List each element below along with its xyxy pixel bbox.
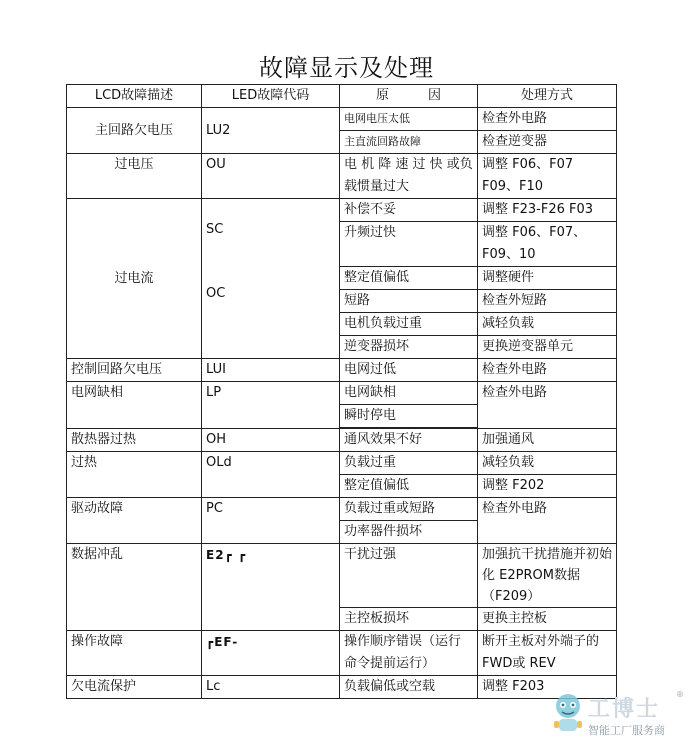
- cause-cell: 干扰过强: [340, 544, 478, 608]
- cause-cell: 短路: [340, 290, 478, 313]
- action-cell: 调整 F23-F26 F03: [478, 199, 617, 222]
- header-lcd: LCD故障描述: [67, 85, 202, 108]
- cause-cell: 升频过快: [340, 222, 478, 267]
- cause-cell: 补偿不妥: [340, 199, 478, 222]
- led-cell: LU2: [202, 108, 340, 154]
- table-row: [67, 631, 617, 676]
- action-cell: 更换逆变器单元: [478, 336, 617, 359]
- lcd-cell: 过热: [67, 452, 202, 498]
- watermark-subtitle: 智能工厂服务商: [588, 724, 665, 737]
- action-cell: 更换主控板: [478, 608, 617, 631]
- led-cell: LP: [202, 382, 340, 429]
- led-cell: [202, 199, 340, 359]
- table-row: [67, 199, 617, 222]
- cause-cell: 瞬时停电: [340, 405, 478, 429]
- table-row: [67, 359, 617, 382]
- table-row: [67, 452, 617, 475]
- led-cell: Lc: [202, 676, 340, 699]
- lcd-cell: 过电流: [67, 199, 202, 359]
- cause-cell: 电网缺相: [340, 382, 478, 405]
- cause-cell: 主控板损坏: [340, 608, 478, 631]
- action-cell: 检查外电路: [478, 359, 617, 382]
- table-row: [67, 676, 617, 699]
- cause-cell: 功率器件损坏: [340, 521, 478, 544]
- cause-cell: 整定值偏低: [340, 475, 478, 498]
- table-header-row: [67, 85, 617, 108]
- led-code-e2: E2┏ ┏: [206, 548, 247, 562]
- led-cell: LUI: [202, 359, 340, 382]
- led-cell: OU: [202, 154, 340, 199]
- header-cause: 原 因: [340, 85, 478, 108]
- action-cell: 检查逆变器: [478, 131, 617, 154]
- action-cell: 检查外电路: [478, 498, 617, 544]
- cause-cell: 负载过重: [340, 452, 478, 475]
- page-title: 故障显示及处理: [259, 54, 434, 82]
- action-cell: 加强通风: [478, 428, 617, 452]
- action-cell: 减轻负载: [478, 452, 617, 475]
- action-cell: 加强抗干扰措施并初始化 E2PROM数据（F209）: [478, 544, 617, 608]
- watermark-registered: ®: [676, 690, 684, 699]
- cause-cell: 电网电压太低: [340, 108, 478, 131]
- lcd-cell: 欠电流保护: [67, 676, 202, 699]
- action-cell: 断开主板对外端子的 FWD或 REV: [478, 631, 617, 676]
- cause-cell: 电 机 降 速 过 快 或负载惯量过大: [340, 154, 478, 199]
- lcd-cell: 散热器过热: [67, 428, 202, 452]
- led-cell: [202, 631, 340, 676]
- action-cell: 减轻负载: [478, 313, 617, 336]
- cause-cell: 主直流回路故障: [340, 131, 478, 154]
- action-cell: 调整 F203: [478, 676, 617, 699]
- cause-cell: 逆变器损坏: [340, 336, 478, 359]
- lcd-cell: 数据冲乱: [67, 544, 202, 631]
- watermark: [548, 690, 688, 746]
- cause-cell: 电网过低: [340, 359, 478, 382]
- robot-logo-icon: [548, 690, 588, 736]
- watermark-brand: 工博士: [588, 696, 661, 722]
- led-code-sc: SC: [206, 222, 224, 237]
- action-cell: 检查外短路: [478, 290, 617, 313]
- action-cell: 调整硬件: [478, 267, 617, 290]
- table-row: [67, 544, 617, 608]
- action-cell: 调整 F202: [478, 475, 617, 498]
- header-action: 处理方式: [478, 85, 617, 108]
- cause-cell: 整定值偏低: [340, 267, 478, 290]
- cause-cell: 电机负载过重: [340, 313, 478, 336]
- lcd-cell: 电网缺相: [67, 382, 202, 429]
- table-row: [67, 498, 617, 521]
- table-row: [67, 382, 617, 405]
- lcd-cell: 过电压: [67, 154, 202, 199]
- cause-cell: 负载过重或短路: [340, 498, 478, 521]
- lcd-cell: 驱动故障: [67, 498, 202, 544]
- lcd-cell: 操作故障: [67, 631, 202, 676]
- cause-cell: 通风效果不好: [340, 428, 478, 452]
- table-row: [67, 428, 617, 452]
- table-row: [67, 108, 617, 131]
- fault-table: [66, 84, 617, 699]
- led-cell: OLd: [202, 452, 340, 498]
- lcd-cell: 主回路欠电压: [67, 108, 202, 154]
- action-cell: 调整 F06、F07、F09、10: [478, 222, 617, 267]
- led-cell: [202, 544, 340, 631]
- led-code-oc: OC: [206, 286, 226, 301]
- table-row: [67, 154, 617, 199]
- cause-cell: 负载偏低或空载: [340, 676, 478, 699]
- led-cell: PC: [202, 498, 340, 544]
- lcd-cell: 控制回路欠电压: [67, 359, 202, 382]
- header-led: LED故障代码: [202, 85, 340, 108]
- action-cell: 检查外电路: [478, 382, 617, 429]
- led-cell: OH: [202, 428, 340, 452]
- action-cell: 检查外电路: [478, 108, 617, 131]
- action-cell: 调整 F06、F07 F09、F10: [478, 154, 617, 199]
- led-code-ef: ┏EF-: [206, 635, 239, 649]
- cause-cell: 操作顺序错误（运行命令提前运行）: [340, 631, 478, 676]
